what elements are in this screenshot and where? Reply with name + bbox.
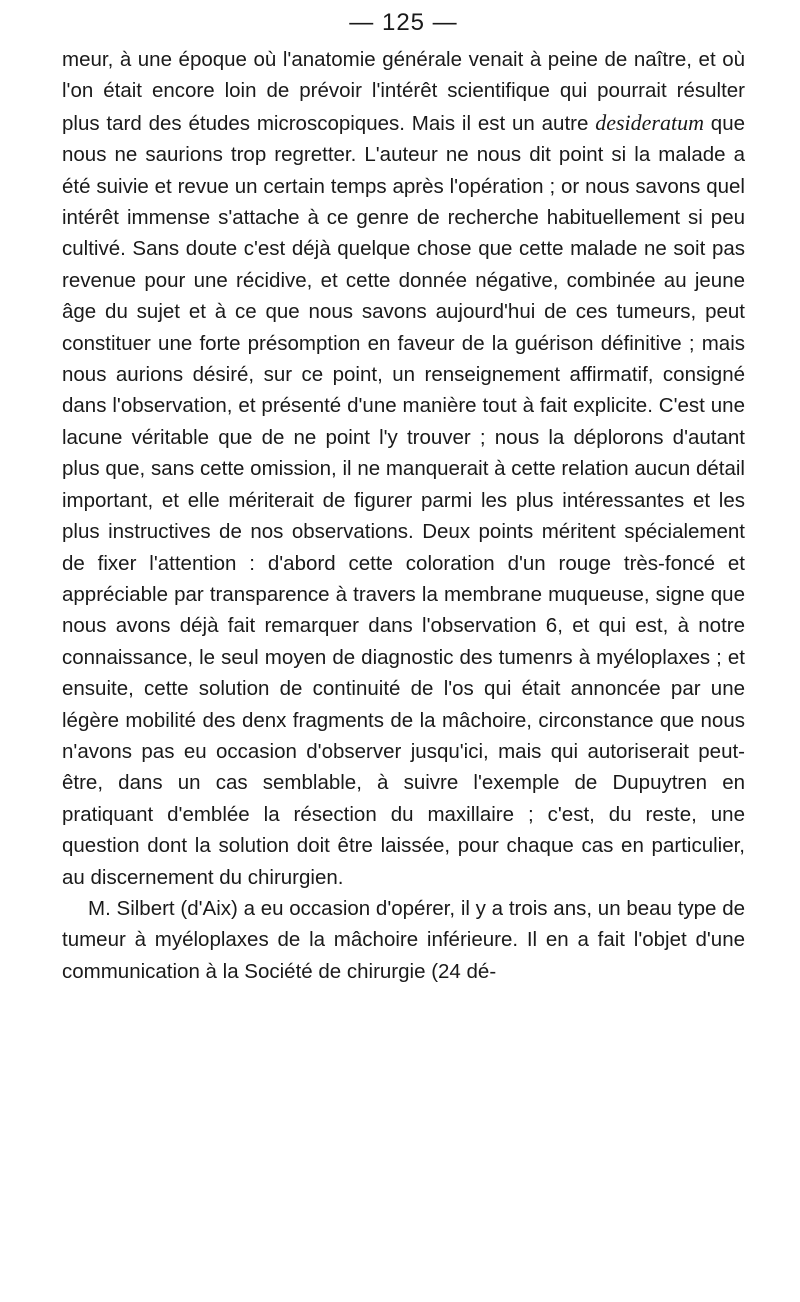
paragraph-2: M. Silbert (d'Aix) a eu occasion d'opérer, il y a trois ans, un beau type de tumeur à myéloplaxes de la mâchoire inférieure. Il en a fait l'objet d'une communication à la Société de chirurgie (24 dé- — [62, 896, 745, 983]
italic-term: desideratum — [595, 109, 704, 135]
paragraph-1-part-1: meur, à une époque où l'anatomie générale venait à peine de naître, et où l'on était encore loin de prévoir l'intérêt scientifique qui pourrait résulter plus tard des études microscopiques. Mais il est un autre — [62, 48, 745, 135]
paragraph-1-part-2: que nous ne saurions trop regretter. L'auteur ne nous dit point si la malade a été suivie et revue un certain temps après l'opération ; or nous savons quel intérêt immense s'attache à ce genre de recherche habituellement si peu cultivé. Sans doute c'est déjà quelque chose que cette malade ne soit pas revenue pour une récidive, et cette donnée négative, combinée au jeune âge du sujet et à ce que nous savons aujourd'hui de ces tumeurs, peut constituer une forte présomption en faveur de la guérison définitive ; mais nous aurions désiré, sur ce point, un renseignement affirmatif, consigné dans l'observation, et présenté d'une manière tout à fait explicite. C'est une lacune véritable que de ne point l'y trouver ; nous la déplorons d'autant plus que, sans cette omission, il ne manquerait à cette relation aucun détail important, et elle mériterait de figurer parmi les plus intéressantes et les plus instructives de nos observations. Deux points méritent spécialement de fixer l'attention : d'abord cette coloration d'un rouge très-foncé et appréciable par transparence à travers la membrane muqueuse, signe que nous avons déjà fait remarquer dans l'observation 6, et qui est, à notre connaissance, le seul moyen de diagnostic des tumenrs à myéloplaxes ; et ensuite, cette solution de continuité de l'os qui était annoncée par une légère mobilité des denx fragments de la mâchoire, circonstance que nous n'avons pas eu occasion d'observer jusqu'ici, mais qui autoriserait peut-être, dans un cas semblable, à suivre l'exemple de Dupuytren en pratiquant d'emblée la résection du maxillaire ; c'est, du reste, une question dont la solution doit être laissée, pour chaque cas en particulier, au discernement du chirurgien. — [62, 111, 745, 889]
paragraph-1 — [62, 44, 745, 893]
page-number: — 125 — — [349, 9, 458, 36]
body-text — [62, 44, 745, 987]
